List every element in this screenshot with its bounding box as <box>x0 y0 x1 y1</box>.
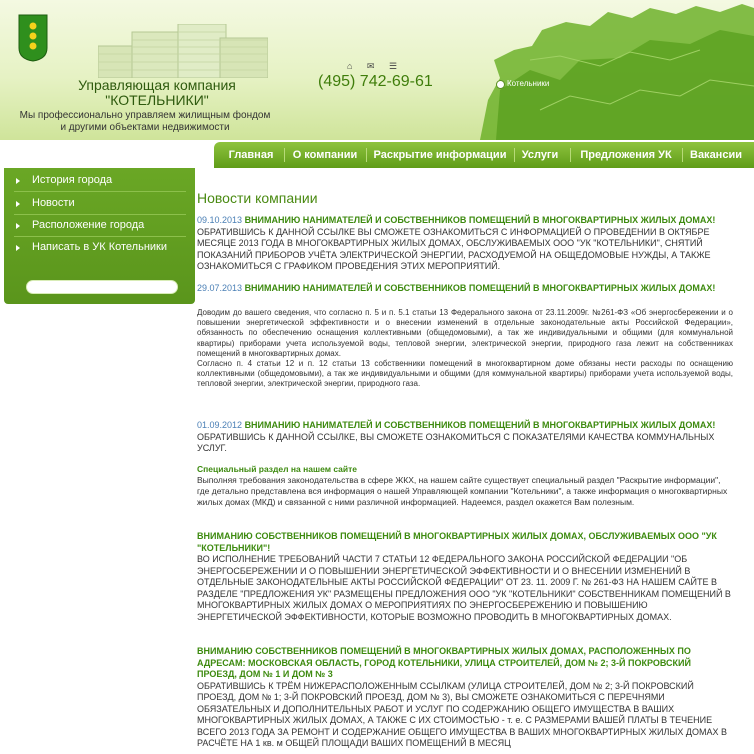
news-title-link[interactable]: ВНИМАНИЮ НАНИМАТЕЛЕЙ И СОБСТВЕННИКОВ ПОМЕЩЕНИЙ В МНОГОКВАРТИРНЫХ ЖИЛЫХ ДОМАХ! <box>244 420 716 430</box>
nav-divider <box>570 148 571 162</box>
tagline-line1: Мы профессионально управляем жилищным фондом <box>19 110 271 121</box>
nav-divider <box>284 148 285 162</box>
news-title-link[interactable]: ВНИМАНИЮ НАНИМАТЕЛЕЙ И СОБСТВЕННИКОВ ПОМЕЩЕНИЙ В МНОГОКВАРТИРНЫХ ЖИЛЫХ ДОМАХ! <box>244 283 716 293</box>
arrow-bullet-icon <box>16 245 20 251</box>
news-date: 09.10.2013 <box>197 215 243 225</box>
city-coat-of-arms-logo[interactable] <box>18 14 48 62</box>
nav-divider <box>682 148 683 162</box>
site-header <box>0 0 754 140</box>
arrow-bullet-icon <box>16 178 20 184</box>
sidebar-item-city-location[interactable] <box>4 218 195 232</box>
arrow-bullet-icon <box>16 201 20 207</box>
nav-item-home[interactable]: Главная <box>228 149 274 161</box>
news-title-link[interactable]: ВНИМАНИЮ НАНИМАТЕЛЕЙ И СОБСТВЕННИКОВ ПОМЕЩЕНИЙ В МНОГОКВАРТИРНЫХ ЖИЛЫХ ДОМАХ! <box>244 215 716 225</box>
map-location-pin-icon[interactable] <box>496 80 505 89</box>
company-name-line2: "КОТЕЛЬНИКИ" <box>105 92 209 108</box>
map-city-label[interactable]: Котельники <box>507 79 550 88</box>
news-item <box>197 215 733 273</box>
sidebar-item-write-to-uk[interactable] <box>4 240 195 268</box>
company-name-line1: Управляющая компания <box>78 77 236 93</box>
page-title: Новости компании <box>197 190 318 206</box>
news-date: 29.07.2013 <box>197 283 243 293</box>
sidebar-item-news[interactable] <box>4 196 195 210</box>
tagline-line2: и другими объектами недвижимости <box>60 122 230 133</box>
tagline <box>10 110 280 134</box>
main-navigation <box>214 142 754 168</box>
news-body: ВО ИСПОЛНЕНИЕ ТРЕБОВАНИЙ ЧАСТИ 7 СТАТЬИ 12 ФЕДЕРАЛЬНОГО ЗАКОНА РОССИЙСКОЙ ФЕДЕРАЦИИ "ОБ ЭНЕРГОСБЕРЕЖЕНИИ И О ПОВЫШЕНИИ ЭНЕРГЕТИЧЕСКОЙ ЭФФЕКТИВНОСТИ И О ВНЕСЕНИИ ИЗМЕНЕНИЙ В ОТДЕЛЬНЫЕ ЗАКОНОДАТЕЛЬНЫЕ АКТЫ РОССИЙСКОЙ ФЕДЕРАЦИИ" ОТ 23. 11. 2009 Г. № 261-ФЗ НА НАШЕМ САЙТЕ В РАЗДЕЛЕ "ПРЕДЛОЖЕНИЯ УК" РАЗМЕЩЕНЫ ПРЕДЛОЖЕНИЯ ООО "УК "КОТЕЛЬНИКИ" СОБСТВЕННИКАМ ПОМЕЩЕНИЙ В МНОГОКВАРТИРНЫХ ЖИЛЫХ ДОМАХ О МЕРОПРИЯТИЯХ ПО ЭНЕРГОСБЕРЕЖЕНИЮ И ПОВЫШЕНИЮ ЭНЕРГЕТИЧЕСКОЙ ЭФФЕКТИВНОСТИ, КОТОРЫЕ ВОЗМОЖНО ПРОВОДИТЬ В МНОГОКВАРТИРНЫХ ДОМАХ. <box>197 554 731 622</box>
news-body <box>197 308 733 390</box>
contact-icons[interactable]: ⌂ ✉ ☰ <box>347 61 404 71</box>
sidebar-item-label: Написать в УК Котельники <box>32 241 167 253</box>
arrow-bullet-icon <box>16 223 20 229</box>
nav-item-about[interactable]: О компании <box>292 149 358 161</box>
sidebar-divider <box>14 191 186 192</box>
nav-divider <box>514 148 515 162</box>
nav-item-services[interactable]: Услуги <box>521 149 559 161</box>
russia-map-graphic <box>470 0 754 140</box>
sidebar-item-label: История города <box>32 174 113 186</box>
news-paragraph: Согласно п. 4 статьи 12 и п. 12 статьи 13 собственники помещений в многоквартирном доме обязаны нести расходы по оснащению коллективными (общедомовыми), а так же индивидуальными и общими (для коммунальной квартиры) приборами учета используемой воды, тепловой энергии, электрической энергии, природного газа. <box>197 359 733 389</box>
phone-number: (495) 742-69-61 <box>318 73 433 90</box>
nav-item-disclosure[interactable]: Раскрытие информации <box>373 149 507 161</box>
news-title-link[interactable]: Специальный раздел на нашем сайте <box>197 464 358 474</box>
news-item <box>197 283 733 295</box>
news-body: ОБРАТИВШИСЬ К ДАННОЙ ССЫЛКЕ ВЫ СМОЖЕТЕ ОЗНАКОМИТЬСЯ С ИНФОРМАЦИЕЙ О ПРОВЕДЕНИИ В ОКТЯБРЕ МЕСЯЦЕ 2013 ГОДА В МНОГОКВАРТИРНЫХ ЖИЛЫХ ДОМАХ, ОБСЛУЖИВАЕМЫХ ООО "УК "КОТЕЛЬНИКИ", СНЯТИЙ ПОКАЗАНИЙ ПРИБОРОВ УЧЁТА ЭЛЕКТРИЧЕСКОЙ ЭНЕРГИИ, РАСХОДУЕМОЙ НА ОБЩЕДОМОВЫЕ НУЖДЫ, А ТАКЖЕ ОЗНАКОМИТЬСЯ С ГРАФИКОМ ПРОВЕДЕНИЯ ЭТИХ МЕРОПРИЯТИЙ. <box>197 226 711 271</box>
sidebar <box>4 168 195 304</box>
news-title-link[interactable]: ВНИМАНИЮ СОБСТВЕННИКОВ ПОМЕЩЕНИЙ В МНОГОКВАРТИРНЫХ ЖИЛЫХ ДОМАХ, ОБСЛУЖИВАЕМЫХ ООО "УК "КОТЕЛЬНИКИ"! <box>197 531 717 553</box>
nav-divider <box>366 148 367 162</box>
news-date: 01.09.2012 <box>197 420 243 430</box>
sidebar-item-city-history[interactable] <box>4 173 195 187</box>
sidebar-divider <box>14 236 186 237</box>
news-item <box>197 420 733 455</box>
news-item <box>197 531 733 623</box>
nav-item-proposals[interactable]: Предложения УК <box>580 149 672 161</box>
sidebar-item-label: Новости <box>32 197 75 209</box>
news-body: ОБРАТИВШИСЬ К ДАННОЙ ССЫЛКЕ, ВЫ СМОЖЕТЕ ОЗНАКОМИТЬСЯ С ПОКАЗАТЕЛЯМИ КАЧЕСТВА КОММУНАЛЬНЫХ УСЛУГ. <box>197 431 715 453</box>
sidebar-divider <box>14 214 186 215</box>
news-item <box>197 464 733 508</box>
news-title-link[interactable]: ВНИМАНИЮ СОБСТВЕННИКОВ ПОМЕЩЕНИЙ В МНОГОКВАРТИРНЫХ ЖИЛЫХ ДОМАХ, РАСПОЛОЖЕННЫХ ПО АДРЕСАМ: МОСКОВСКАЯ ОБЛАСТЬ, ГОРОД КОТЕЛЬНИКИ, УЛИЦА СТРОИТЕЛЕЙ, ДОМ № 2; 3-Й ПОКРОВСКИЙ ПРОЕЗД, ДОМ № 1 И ДОМ № 3 <box>197 646 691 679</box>
buildings-illustration <box>98 24 268 78</box>
news-body: ОБРАТИВШИСЬ К ТРЁМ НИЖЕРАСПОЛОЖЕННЫМ ССЫЛКАМ (УЛИЦА СТРОИТЕЛЕЙ, ДОМ № 2; 3-Й ПОКРОВСКИЙ ПРОЕЗД, ДОМ № 1; 3-Й ПОКРОВСКИЙ ПРОЕЗД, ДОМ № 3), ВЫ СМОЖЕТЕ ОЗНАКОМИТЬСЯ С ПЕРЕЧНЯМИ ОБЯЗАТЕЛЬНЫХ И ДОПОЛНИТЕЛЬНЫХ РАБОТ И УСЛУГ ПО СОДЕРЖАНИЮ ОБЩЕГО ИМУЩЕСТВА В ВАШИХ МНОГОКВАРТИРНЫХ ЖИЛЫХ ДОМАХ, А ТАКЖЕ С ИХ СТОИМОСТЬЮ - т. е. С РАЗМЕРАМИ ВАШЕЙ ПЛАТЫ В ТЕЧЕНИЕ ВСЕГО 2013 ГОДА ЗА РЕМОНТ И СОДЕРЖАНИЕ ОБЩЕГО ИМУЩЕСТВА В ВАШИХ МНОГОКВАРТИРНЫХ ЖИЛЫХ ДОМАХ В РАСЧЁТЕ НА 1 кв. м ОБЩЕЙ ПЛОЩАДИ ВАШИХ ПОМЕЩЕНИЙ В МЕСЯЦ <box>197 680 727 748</box>
company-name[interactable] <box>52 78 262 108</box>
news-item <box>197 646 733 750</box>
nav-item-vacancies[interactable]: Вакансии <box>690 149 742 161</box>
news-paragraph: Доводим до вашего сведения, что согласно п. 5 и п. 5.1 статьи 13 Федерального закона от 23.11.2009г. №261-ФЗ «Об энергосбережении и о повышении энергетической эффективности и о внесении изменений в отдельные законодательные акты Российской Федерации», обязанность по обеспечению оснащения коллективными (общедомовыми), а так же индивидуальными и общими (для коммунальной квартиры) приборами учета используемой воды, тепловой энергии, электрической энергии, природного газа лежит на собственниках помещений в многоквартирных домах. <box>197 308 733 358</box>
sidebar-search-input[interactable] <box>26 280 178 294</box>
news-body: Выполняя требования законодательства в сфере ЖКХ, на нашем сайте существует специальный раздел "Раскрытие информации", где детально представлена вся информация о нашей Управляющей компании "Котельники", а также информация о многоквартирных жилых домах (МКД) и связанной с ними различной информацией. Надеемся, раздел окажется Вам полезным. <box>197 475 728 507</box>
sidebar-item-label: Расположение города <box>32 219 145 231</box>
